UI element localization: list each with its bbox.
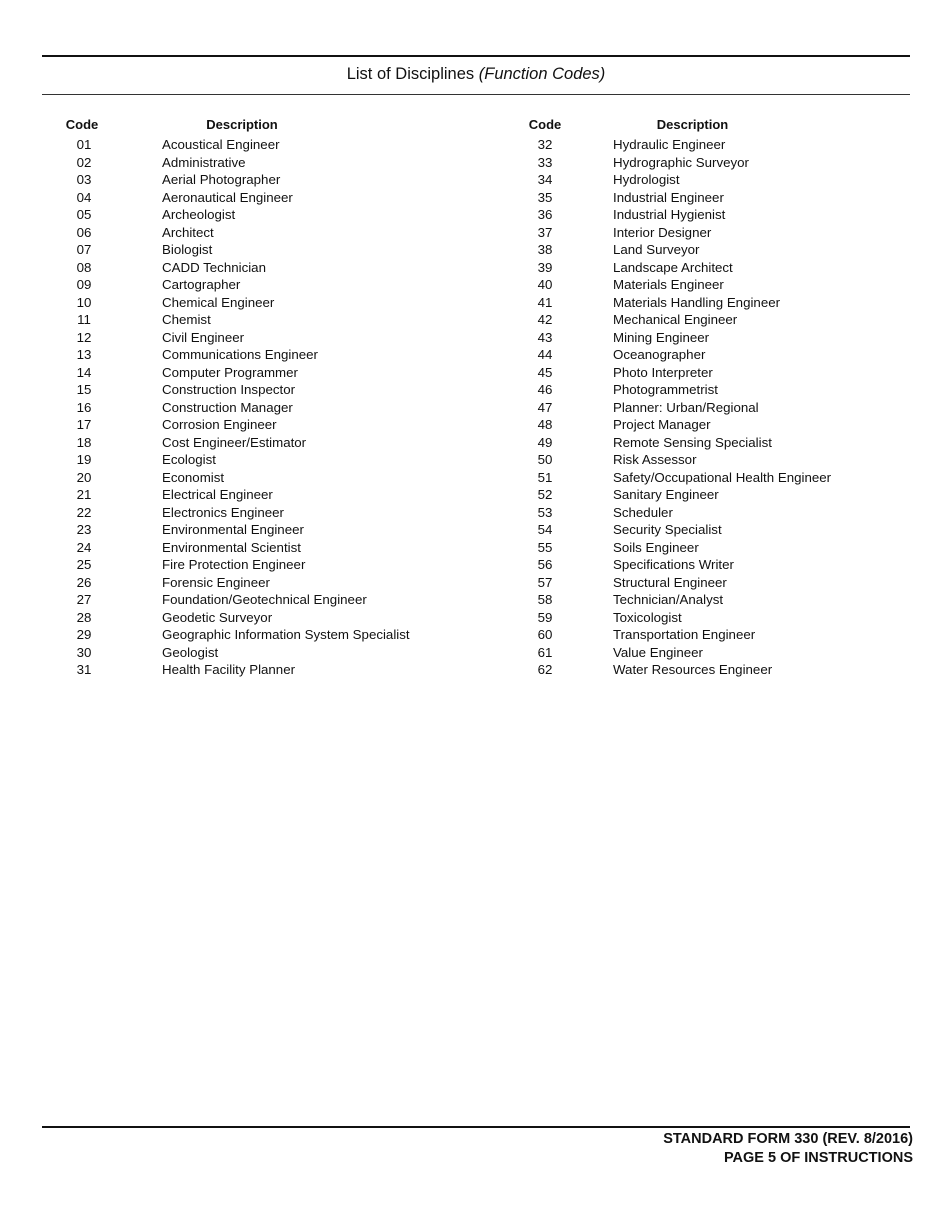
- table-row: [42, 556, 482, 574]
- discipline-description: Technician/Analyst: [613, 592, 724, 607]
- discipline-code: 51: [537, 469, 553, 485]
- discipline-code: 53: [537, 504, 553, 520]
- discipline-code: 29: [76, 627, 92, 642]
- form-number: STANDARD FORM 330 (REV. 8/2016): [663, 1131, 913, 1147]
- table-row: [505, 504, 910, 522]
- table-row: [42, 136, 482, 154]
- discipline-code: 60: [537, 627, 553, 642]
- discipline-description: Ecologist: [162, 452, 216, 467]
- discipline-code: 35: [537, 189, 553, 205]
- discipline-description: CADD Technician: [162, 259, 266, 275]
- table-row: [505, 154, 910, 172]
- discipline-description: Cost Engineer/Estimator: [162, 434, 307, 450]
- table-row: [505, 539, 910, 557]
- table-row: [505, 469, 910, 487]
- discipline-code: 18: [76, 434, 92, 450]
- table-row: [505, 311, 910, 329]
- table-row: [42, 294, 482, 312]
- discipline-description: Acoustical Engineer: [162, 137, 280, 152]
- table-row: [505, 171, 910, 189]
- table-row: [42, 451, 482, 469]
- discipline-description: Scheduler: [613, 504, 673, 520]
- table-row: [42, 434, 482, 452]
- table-row: [42, 189, 482, 207]
- page-title: [42, 64, 910, 84]
- discipline-description: Hydraulic Engineer: [613, 137, 726, 152]
- table-row: [42, 154, 482, 172]
- discipline-code: 32: [537, 137, 553, 152]
- discipline-description: Toxicologist: [613, 609, 682, 625]
- discipline-description: Environmental Engineer: [162, 522, 304, 537]
- discipline-code: 30: [76, 644, 92, 660]
- discipline-description: Project Manager: [613, 417, 711, 432]
- table-row: [505, 661, 910, 679]
- table-row: [505, 574, 910, 592]
- table-row: [42, 504, 482, 522]
- table-row: [42, 224, 482, 242]
- discipline-description: Fire Protection Engineer: [162, 557, 306, 572]
- discipline-code: 52: [537, 487, 553, 502]
- table-row: [42, 626, 482, 644]
- table-row: [505, 644, 910, 662]
- table-row: [42, 241, 482, 259]
- discipline-description: Cartographer: [162, 277, 241, 292]
- discipline-code: 08: [76, 259, 92, 275]
- discipline-description: Aeronautical Engineer: [162, 189, 293, 205]
- discipline-code: 21: [76, 487, 92, 502]
- table-row: [42, 311, 482, 329]
- table-row: [42, 591, 482, 609]
- discipline-code: 44: [537, 347, 553, 362]
- left-code-header: Code: [65, 117, 99, 132]
- discipline-code: 57: [537, 574, 553, 590]
- left-description-header: Description: [206, 117, 278, 132]
- discipline-description: Industrial Engineer: [613, 189, 724, 205]
- discipline-description: Land Surveyor: [613, 242, 700, 257]
- discipline-description: Construction Manager: [162, 399, 293, 415]
- discipline-code: 61: [537, 644, 553, 660]
- title-divider: [42, 94, 910, 95]
- page-number: PAGE 5 OF INSTRUCTIONS: [723, 1150, 913, 1166]
- discipline-description: Interior Designer: [613, 224, 712, 240]
- discipline-description: Aerial Photographer: [162, 172, 281, 187]
- table-row: [505, 381, 910, 399]
- right-code-header: Code: [528, 117, 562, 132]
- table-row: [42, 521, 482, 539]
- discipline-description: Foundation/Geotechnical Engineer: [162, 592, 367, 607]
- table-row: [505, 451, 910, 469]
- discipline-description: Materials Engineer: [613, 277, 724, 292]
- title-italic-text: (Function Codes): [478, 65, 606, 83]
- discipline-code: 13: [76, 347, 92, 362]
- table-row: [42, 259, 482, 277]
- discipline-code: 48: [537, 417, 553, 432]
- discipline-code: 25: [76, 557, 92, 572]
- discipline-code: 39: [537, 259, 553, 275]
- discipline-code: 10: [76, 294, 92, 310]
- table-row: [505, 206, 910, 224]
- discipline-description: Mining Engineer: [613, 329, 710, 345]
- table-row: [42, 346, 482, 364]
- discipline-code: 12: [76, 329, 92, 345]
- discipline-description: Forensic Engineer: [162, 574, 270, 590]
- bottom-rule: [42, 1126, 910, 1128]
- discipline-description: Security Specialist: [613, 522, 722, 537]
- discipline-description: Soils Engineer: [613, 539, 699, 555]
- discipline-code: 43: [537, 329, 553, 345]
- discipline-code: 17: [76, 417, 92, 432]
- discipline-code: 16: [76, 399, 92, 415]
- discipline-code: 26: [76, 574, 92, 590]
- discipline-code: 59: [537, 609, 553, 625]
- discipline-description: Corrosion Engineer: [162, 417, 277, 432]
- table-row: [505, 276, 910, 294]
- discipline-description: Communications Engineer: [162, 347, 318, 362]
- table-row: [505, 434, 910, 452]
- discipline-description: Health Facility Planner: [162, 662, 296, 677]
- table-row: [505, 364, 910, 382]
- table-row: [42, 329, 482, 347]
- discipline-code: 11: [77, 312, 91, 327]
- discipline-description: Water Resources Engineer: [613, 662, 773, 677]
- discipline-description: Environmental Scientist: [162, 539, 301, 555]
- discipline-description: Economist: [162, 469, 225, 485]
- discipline-code: 50: [537, 452, 553, 467]
- table-row: [505, 294, 910, 312]
- discipline-description: Chemical Engineer: [162, 294, 275, 310]
- discipline-code: 23: [76, 522, 92, 537]
- discipline-code: 07: [76, 242, 92, 257]
- discipline-code: 03: [76, 172, 92, 187]
- table-row: [42, 644, 482, 662]
- discipline-description: Mechanical Engineer: [613, 312, 738, 327]
- table-row: [42, 486, 482, 504]
- right-discipline-table: [505, 116, 910, 679]
- discipline-code: 58: [537, 592, 553, 607]
- discipline-description: Electrical Engineer: [162, 487, 273, 502]
- top-rule: [42, 55, 910, 57]
- discipline-description: Administrative: [162, 154, 246, 170]
- table-row: [42, 206, 482, 224]
- table-row: [42, 609, 482, 627]
- discipline-description: Geodetic Surveyor: [162, 609, 273, 625]
- discipline-code: 24: [76, 539, 92, 555]
- table-row: [505, 416, 910, 434]
- discipline-code: 22: [76, 504, 92, 520]
- table-row: [505, 626, 910, 644]
- discipline-description: Construction Inspector: [162, 382, 296, 397]
- table-row: [505, 346, 910, 364]
- discipline-code: 34: [537, 172, 553, 187]
- discipline-code: 42: [537, 312, 553, 327]
- form-footer: [663, 1130, 913, 1168]
- table-row: [42, 364, 482, 382]
- discipline-description: Biologist: [162, 242, 213, 257]
- discipline-code: 49: [537, 434, 553, 450]
- discipline-description: Risk Assessor: [613, 452, 697, 467]
- discipline-description: Archeologist: [162, 207, 236, 222]
- discipline-description: Planner: Urban/Regional: [613, 399, 759, 415]
- discipline-code: 46: [537, 382, 553, 397]
- table-row: [42, 381, 482, 399]
- table-row: [505, 591, 910, 609]
- table-row: [505, 609, 910, 627]
- discipline-code: 09: [76, 277, 92, 292]
- discipline-code: 47: [537, 399, 553, 415]
- left-discipline-table: [42, 116, 482, 679]
- discipline-description: Hydrologist: [613, 172, 680, 187]
- table-row: [505, 521, 910, 539]
- discipline-code: 02: [76, 154, 92, 170]
- discipline-code: 28: [76, 609, 92, 625]
- left-table-header: [42, 116, 482, 136]
- discipline-description: Safety/Occupational Health Engineer: [613, 469, 832, 485]
- discipline-code: 20: [76, 469, 92, 485]
- discipline-code: 04: [76, 189, 92, 205]
- table-row: [42, 171, 482, 189]
- discipline-code: 41: [537, 294, 553, 310]
- discipline-description: Electronics Engineer: [162, 504, 284, 520]
- discipline-code: 05: [76, 207, 92, 222]
- discipline-description: Geologist: [162, 644, 219, 660]
- discipline-code: 56: [537, 557, 553, 572]
- table-row: [42, 276, 482, 294]
- table-row: [505, 224, 910, 242]
- discipline-code: 54: [537, 522, 553, 537]
- discipline-description: Sanitary Engineer: [613, 487, 719, 502]
- discipline-code: 40: [537, 277, 553, 292]
- table-row: [505, 399, 910, 417]
- table-row: [42, 539, 482, 557]
- discipline-description: Photo Interpreter: [613, 364, 713, 380]
- discipline-description: Value Engineer: [613, 644, 703, 660]
- discipline-code: 38: [537, 242, 553, 257]
- discipline-description: Specifications Writer: [613, 557, 734, 572]
- discipline-code: 55: [537, 539, 553, 555]
- discipline-description: Architect: [162, 224, 214, 240]
- discipline-description: Remote Sensing Specialist: [613, 434, 772, 450]
- discipline-code: 15: [76, 382, 92, 397]
- discipline-description: Transportation Engineer: [613, 627, 756, 642]
- discipline-code: 27: [76, 592, 92, 607]
- right-table-body: [505, 136, 910, 679]
- table-row: [505, 259, 910, 277]
- discipline-code: 37: [537, 224, 553, 240]
- discipline-description: Structural Engineer: [613, 574, 727, 590]
- discipline-description: Oceanographer: [613, 347, 706, 362]
- table-row: [505, 556, 910, 574]
- discipline-description: Chemist: [162, 312, 211, 327]
- right-table-header: [505, 116, 910, 136]
- discipline-description: Photogrammetrist: [613, 382, 718, 397]
- table-row: [505, 329, 910, 347]
- discipline-code: 19: [76, 452, 92, 467]
- discipline-code: 33: [537, 154, 553, 170]
- table-row: [42, 574, 482, 592]
- discipline-description: Industrial Hygienist: [613, 207, 726, 222]
- discipline-code: 14: [76, 364, 92, 380]
- discipline-description: Materials Handling Engineer: [613, 294, 781, 310]
- discipline-code: 45: [537, 364, 553, 380]
- table-row: [42, 469, 482, 487]
- discipline-code: 31: [76, 662, 92, 677]
- left-table-body: [42, 136, 482, 679]
- discipline-description: Landscape Architect: [613, 259, 733, 275]
- table-row: [42, 416, 482, 434]
- discipline-code: 06: [76, 224, 92, 240]
- table-row: [42, 661, 482, 679]
- table-row: [505, 189, 910, 207]
- discipline-description: Civil Engineer: [162, 329, 245, 345]
- table-row: [505, 241, 910, 259]
- discipline-code: 62: [537, 662, 553, 677]
- discipline-code: 36: [537, 207, 553, 222]
- right-description-header: Description: [656, 117, 729, 132]
- discipline-description: Computer Programmer: [162, 364, 298, 380]
- table-row: [505, 486, 910, 504]
- discipline-description: Hydrographic Surveyor: [613, 154, 749, 170]
- discipline-description: Geographic Information System Specialist: [162, 627, 410, 642]
- title-text: List of Disciplines: [346, 65, 475, 83]
- discipline-code: 01: [76, 137, 92, 152]
- table-row: [42, 399, 482, 417]
- table-row: [505, 136, 910, 154]
